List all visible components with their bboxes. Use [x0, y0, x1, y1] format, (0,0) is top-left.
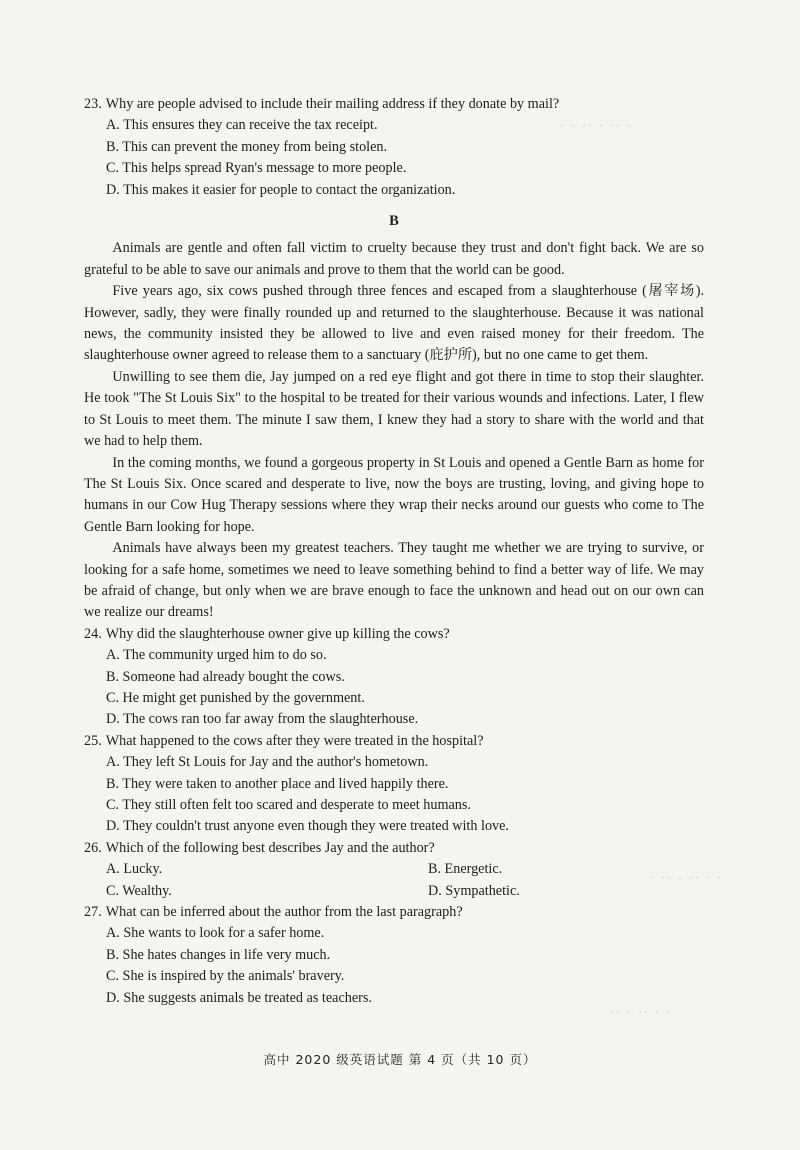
question-number: 24.: [84, 625, 102, 642]
question-24: [84, 624, 704, 731]
option-d: D. They couldn't trust anyone even though they were treated with love.: [106, 818, 509, 835]
passage-paragraph: Five years ago, six cows pushed through three fences and escaped from a slaughterhouse (屠宰场). However, sadly, they were finally rounded up and returned to the slaughterhouse. Because it was national news, the community insisted they be allowed to live and even raised money for their freedom. The slaughterhouse owner agreed to release them to a sanctuary (庇护所), but no one came to get them.: [84, 283, 704, 364]
option-d: D. Sympathetic.: [428, 882, 520, 899]
question-stem: Why are people advised to include their mailing address if they donate by mail?: [105, 96, 560, 112]
question-number: 26.: [84, 839, 102, 856]
question-number: 23.: [84, 96, 102, 112]
question-23: [84, 94, 704, 201]
question-stem: What can be inferred about the author from the last paragraph?: [105, 904, 463, 921]
question-27: [84, 902, 704, 1009]
passage-paragraph: In the coming months, we found a gorgeous property in St Louis and opened a Gentle Barn as home for The St Louis Six. Once scared and desperate to live, now the boys are trusting, loving, and giving hope to humans in our Cow Hug Therapy sessions where they wrap their necks around our guests who come to The Gentle Barn looking for hope.: [84, 454, 704, 535]
passage: [84, 238, 704, 623]
question-25: [84, 731, 704, 838]
option-grid: [106, 859, 704, 902]
option-a: A. This ensures they can receive the tax receipt.: [106, 117, 378, 134]
question-number: 27.: [84, 904, 102, 921]
passage-paragraph: Unwilling to see them die, Jay jumped on a red eye flight and got there in time to stop their slaughter. He took "The St Louis Six" to the hospital to be treated for their various wounds and infections. Later, I flew to St Louis to meet them. The minute I saw them, I knew they had a story to share with the world and that we had to help them.: [84, 368, 704, 450]
option-a: A. Lucky.: [106, 861, 163, 878]
option-a: A. They left St Louis for Jay and the author's hometown.: [106, 754, 429, 771]
question-number: 25.: [84, 732, 102, 749]
question-stem: Which of the following best describes Jay and the author?: [105, 839, 435, 856]
question-stem: Why did the slaughterhouse owner give up killing the cows?: [105, 625, 450, 642]
option-d: D. This makes it easier for people to contact the organization.: [106, 181, 456, 198]
option-b: B. This can prevent the money from being stolen.: [106, 138, 388, 155]
option-b: B. They were taken to another place and lived happily there.: [106, 775, 449, 792]
option-c: C. This helps spread Ryan's message to more people.: [106, 160, 407, 177]
section-title: B: [389, 213, 399, 230]
page-footer: 高中 2020 级英语试题 第 4 页（共 10 页）: [263, 1052, 537, 1067]
passage-paragraph: Animals are gentle and often fall victim to cruelty because they trust and don't fight back. We are so grateful to be able to save our animals and prove to them that the world can be good.: [84, 240, 704, 278]
option-d: D. She suggests animals be treated as teachers.: [106, 989, 372, 1006]
option-b: B. Someone had already bought the cows.: [106, 668, 345, 685]
bleed-through-noise: · · ·· · ·· ·: [560, 118, 633, 132]
option-d: D. The cows ran too far away from the slaughterhouse.: [106, 711, 419, 728]
question-stem: What happened to the cows after they were treated in the hospital?: [105, 732, 484, 749]
bleed-through-noise: · ·· · ·· · ·: [650, 870, 723, 884]
option-c: C. They still often felt too scared and desperate to meet humans.: [106, 797, 471, 813]
option-c: C. She is inspired by the animals' bravery.: [106, 968, 345, 985]
option-a: A. The community urged him to do so.: [106, 647, 327, 664]
passage-paragraph: Animals have always been my greatest teachers. They taught me whether we are trying to survive, or looking for a safe home, sometimes we need to leave something behind to find a better way of life. We may be afraid of change, but only when we are brave enough to face the unknown and head out on our own can we realize our dreams!: [84, 540, 704, 621]
option-a: A. She wants to look for a safer home.: [106, 925, 325, 942]
option-c: C. He might get punished by the government.: [106, 689, 365, 706]
option-b: B. She hates changes in life very much.: [106, 946, 331, 963]
bleed-through-noise: ·· · ·· · ·: [610, 1005, 672, 1019]
option-c: C. Wealthy.: [106, 882, 172, 899]
option-b: B. Energetic.: [428, 861, 503, 878]
question-26: [84, 838, 704, 902]
